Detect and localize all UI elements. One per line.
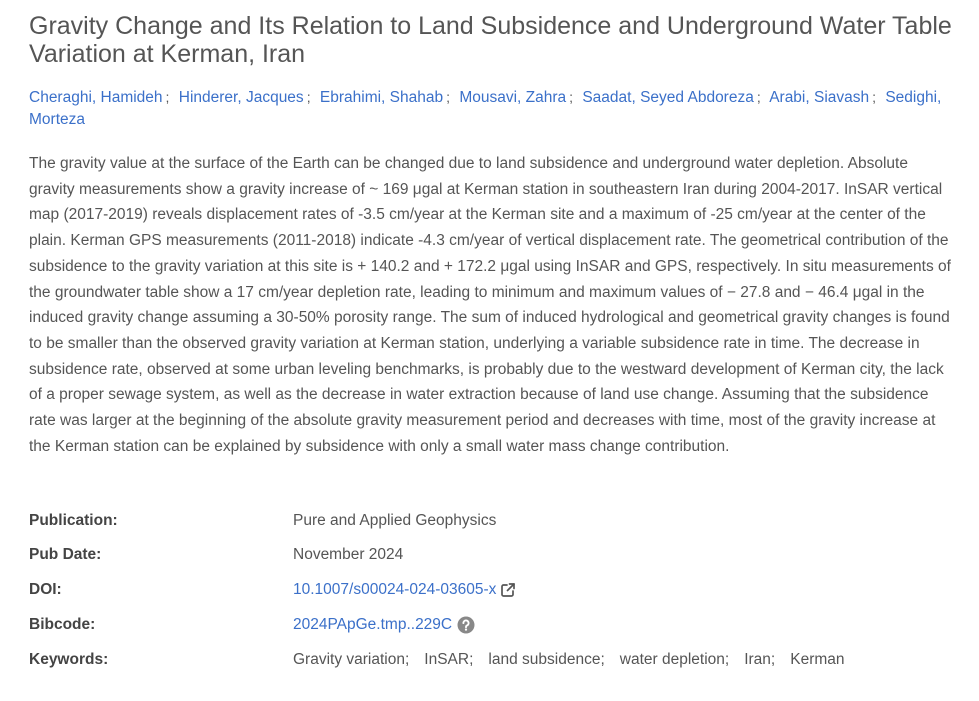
keywords-row — [29, 642, 949, 677]
author-link[interactable]: Arabi, Siavash — [769, 89, 870, 106]
author-link[interactable]: Ebrahimi, Shahab — [319, 89, 444, 106]
keyword-separator: ; — [770, 650, 776, 668]
author-separator: ; — [165, 89, 170, 105]
keyword: water depletion — [619, 650, 725, 668]
publication-value: Pure and Applied Geophysics — [293, 511, 497, 529]
author-link[interactable]: Cheraghi, Hamideh — [29, 89, 163, 106]
keyword-separator: ; — [469, 650, 474, 668]
pub-date-value: November 2024 — [293, 546, 404, 564]
keyword: InSAR — [424, 650, 470, 668]
keyword: Gravity variation — [293, 650, 405, 668]
author-link[interactable]: Mousavi, Zahra — [459, 89, 567, 106]
pub-date-row — [29, 538, 949, 573]
author-list — [29, 86, 949, 131]
abstract-text: The gravity value at the surface of the Earth can be changed due to land subsidence and underground water depletion. Absolute gravity measurements show a gravity increase of ~ 169 μgal at Kerman station in southeastern Iran during 2004-2017. InSAR vertical map (2017-2019) reveals displacement rates of -3.5 cm/year at the Kerman site and a maximum of -25 cm/year at the center of the plain. Kerman GPS measurements (2011-2018) indicate -4.3 cm/year of vertical displacement rate. The geometrical contribution of the subsidence to the gravity variation at this site is + 140.2 and + 172.2 μgal using InSAR and GPS, respectively. In situ measurements of the groundwater table show a 17 cm/year depletion rate, leading to minimum and maximum values of − 27.8 and − 46.4 μgal in the induced gravity change assuming a 30-50% porosity range. The sum of induced hydrological and geometrical gravity changes is found to be smaller than the observed gravity variation at Kerman station, underlying a variable subsidence rate in time. The decrease in subsidence rate, observed at some urban leveling benchmarks, is probably due to the westward development of Kerman city, the lack of a proper sewage system, as well as the decrease in water extraction because of land use change. Assuming that the subsidence rate was larger at the beginning of the absolute gravity measurement period and decreases with time, most of the gravity increase at the Kerman station can be explained by subsidence with only a small water mass change contribution. — [29, 155, 951, 455]
keywords-value — [293, 651, 845, 669]
keyword: Kerman — [790, 650, 845, 668]
doi-link[interactable]: 10.1007/s00024-024-03605-x — [293, 581, 497, 599]
doi-row — [29, 573, 949, 608]
bibcode-row — [29, 608, 949, 643]
author-separator: ; — [446, 89, 450, 105]
paper-title: Gravity Change and Its Relation to Land Subsidence and Underground Water Table Variation at Kerman, Iran — [29, 12, 952, 68]
keyword: land subsidence — [488, 650, 601, 668]
author-link[interactable]: Saadat, Seyed Abdoreza — [582, 89, 754, 106]
author-separator: ; — [569, 89, 574, 105]
keywords-label: Keywords: — [29, 650, 109, 668]
author-separator: ; — [872, 89, 877, 105]
keyword-separator: ; — [724, 650, 730, 668]
author-separator: ; — [756, 89, 761, 105]
question-circle-icon[interactable] — [457, 616, 475, 634]
keyword-separator: ; — [600, 650, 605, 668]
bibcode-value — [293, 616, 475, 634]
doi-value — [293, 581, 516, 599]
publication-row — [29, 503, 949, 538]
external-link-icon[interactable] — [500, 582, 516, 598]
pub-date-label: Pub Date: — [29, 546, 102, 564]
metadata-table — [29, 503, 949, 676]
keyword: Iran — [744, 650, 771, 668]
bibcode-link[interactable]: 2024PApGe.tmp..229C — [293, 615, 453, 633]
keyword-separator: ; — [404, 650, 410, 668]
author-link[interactable]: Hinderer, Jacques — [178, 89, 304, 106]
bibcode-label: Bibcode: — [29, 615, 96, 633]
author-separator: ; — [306, 89, 311, 105]
doi-label: DOI: — [29, 581, 62, 599]
author-link[interactable]: Sedighi, Morteza — [29, 89, 942, 128]
publication-label: Publication: — [29, 511, 118, 529]
